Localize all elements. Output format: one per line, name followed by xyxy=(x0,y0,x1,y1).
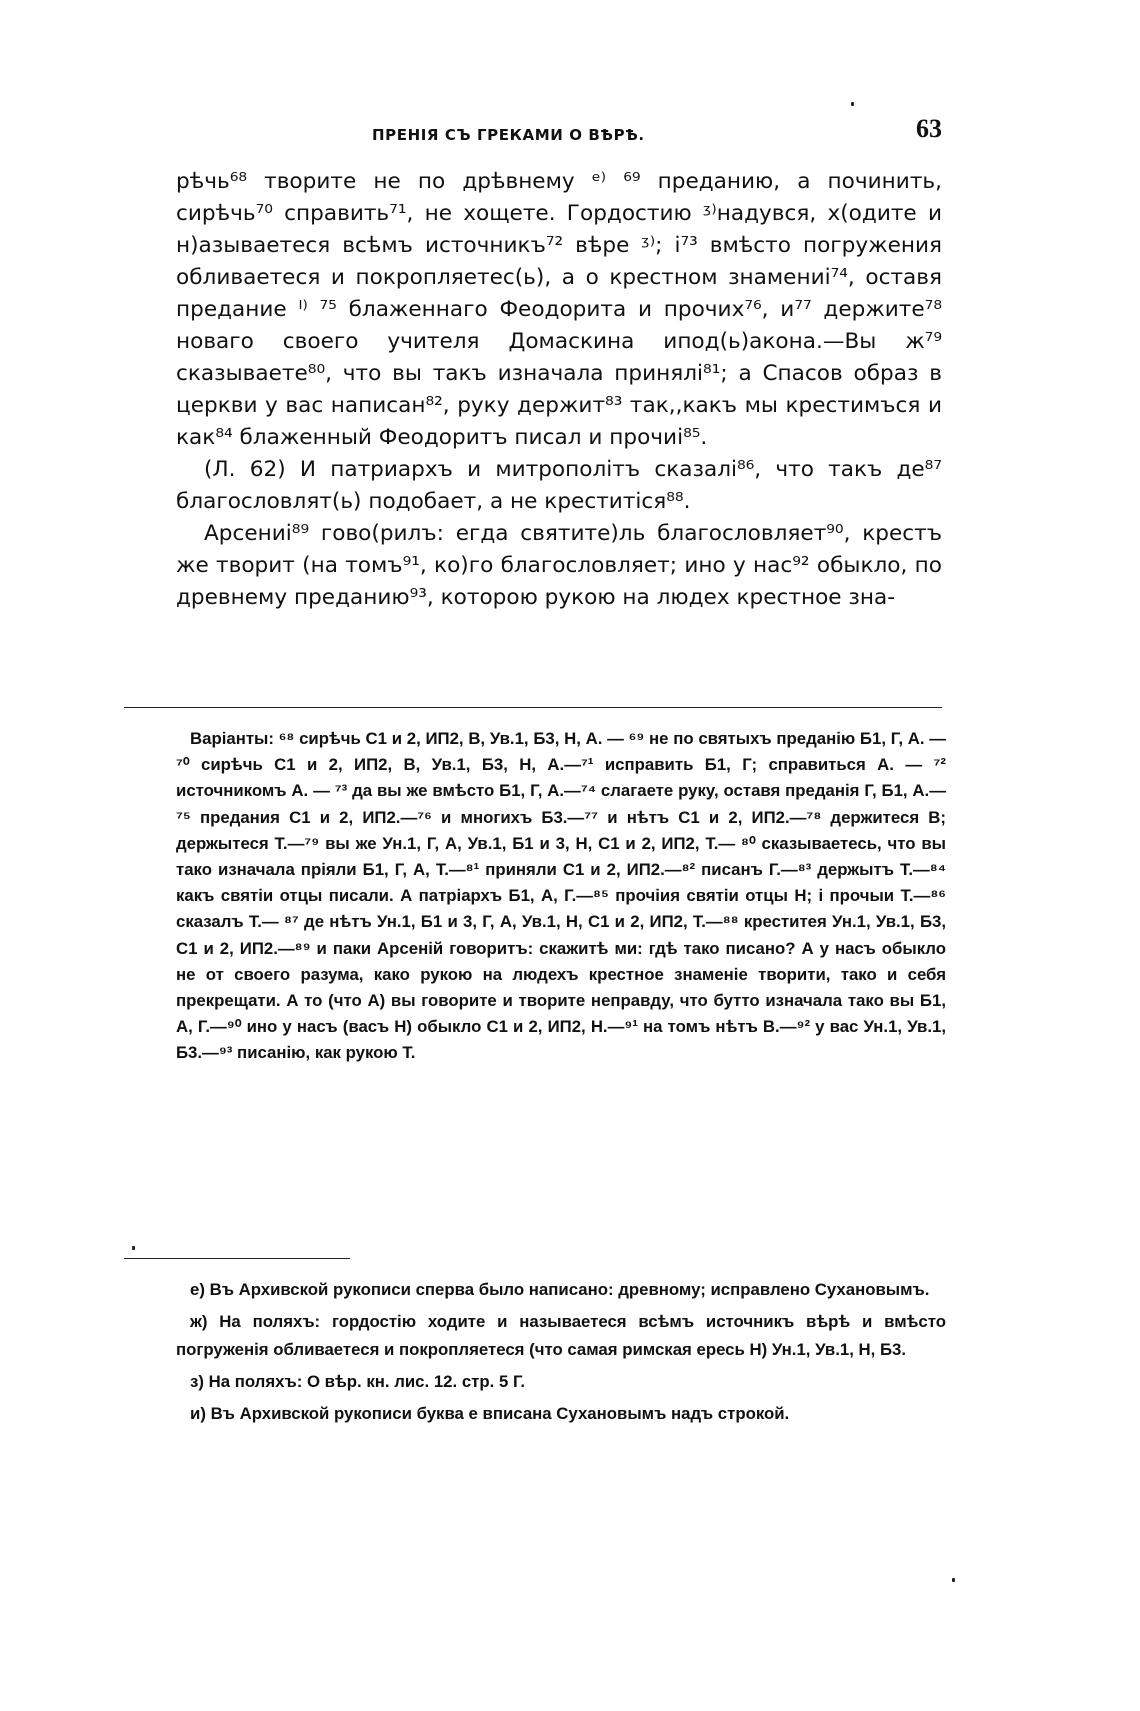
main-paragraph-1: рѣчь⁶⁸ творите не по дрѣвнему ᵉ⁾ ⁶⁹ преданию, а починить, сирѣчь⁷⁰ справить⁷¹, не хощете. Гордостию ᶾ⁾надувся, х(одите и н)азываетеся всѣмъ источникъ⁷² вѣре ᶾ⁾; і⁷³ вмѣсто погружения обливаетеся и покропляетес(ь), а о крестном знамениі⁷⁴, оставя предание ᴵ⁾ ⁷⁵ блаженнаго Феодорита и прочих⁷⁶, и⁷⁷ держите⁷⁸ новаго своего учителя Домаскина ипод(ь)акона.—Вы ж⁷⁹ сказываете⁸⁰, что вы такъ изначала принялі⁸¹; а Спасов образ в церкви у вас написан⁸², руку держит⁸³ так,,какъ мы крестимъся и как⁸⁴ блаженный Феодоритъ писал и прочиі⁸⁵. xyxy=(176,169,942,450)
running-title: ПРЕНІЯ СЪ ГРЕКАМИ О ВѢРѢ. xyxy=(372,126,645,144)
footnote-zh: ж) На поляхъ: гордостію ходите и называетеся всѣмъ источникъ вѣрѣ и вмѣсто погруженія обливаетеся и покропляетеся (что самая римская ересь Н) Ун.1, Ув.1, Н, Б3. xyxy=(176,1312,946,1359)
footnotes xyxy=(176,1276,946,1432)
footnote-e: е) Въ Архивской рукописи сперва было написано: древному; исправлено Сухановымъ. xyxy=(190,1280,930,1299)
main-paragraph-2: (Л. 62) И патриархъ и митрополітъ сказалі⁸⁶, что такъ де⁸⁷ благословлят(ь) подобает, а не креститіся⁸⁸. xyxy=(176,457,942,514)
ink-speck xyxy=(952,1578,955,1582)
footnote-i: и) Въ Архивской рукописи буква е вписана Сухановымъ надъ строкой. xyxy=(190,1404,790,1423)
footnote-z: з) На поляхъ: О вѣр. кн. лис. 12. стр. 5 Г. xyxy=(190,1372,526,1391)
main-paragraph-3: Арсениі⁸⁹ гово(рилъ: егда святите)ль благословляет⁹⁰, крестъ же творит (на томъ⁹¹, ко)го благословляет; ино у нас⁹² обыкло, по древнему преданию⁹³, которою рукою на людех крестное зна- xyxy=(176,521,942,610)
page-number: 63 xyxy=(916,114,942,143)
page-header xyxy=(176,114,942,154)
footnote-divider xyxy=(124,1258,350,1259)
ink-dot xyxy=(132,1246,135,1250)
section-divider xyxy=(124,707,942,708)
variants-apparatus xyxy=(176,726,946,1067)
ink-speck xyxy=(851,102,854,106)
main-text xyxy=(176,166,942,614)
variants-text: Варіанты: ⁶⁸ сирѣчь С1 и 2, ИП2, В, Ув.1, Б3, Н, А. — ⁶⁹ не по святыхъ преданію Б1, Г, А. — ⁷⁰ сирѣчь С1 и 2, ИП2, В, Ув.1, Б3, Н, А.—⁷¹ исправить Б1, Г; справиться А. — ⁷² источникомъ А. — ⁷³ да вы же вмѣсто Б1, Г, А.—⁷⁴ слагаете руку, оставя преданія Г, Б1, А.—⁷⁵ предания С1 и 2, ИП2.—⁷⁶ и многихъ Б3.—⁷⁷ и нѣтъ С1 и 2, ИП2.—⁷⁸ держитеся В; держытеся Т.—⁷⁹ вы же Ун.1, Г, А, Ув.1, Б1 и 3, Н, С1 и 2, ИП2, Т.— ⁸⁰ сказываетесь, что вы тако изначала пріяли Б1, Г, А, Т.—⁸¹ приняли С1 и 2, ИП2.—⁸² писанъ Г.—⁸³ держытъ Т.—⁸⁴ какъ святіи отцы писали. А патріархъ Б1, А, Г.—⁸⁵ прочіия святіи отцы Н; і прочыи Т.—⁸⁶ сказалъ Т.— ⁸⁷ де нѣтъ Ун.1, Б1 и 3, Г, А, Ув.1, Н, С1 и 2, ИП2, Т.—⁸⁸ креститея Ун.1, Ув.1, Б3, С1 и 2, ИП2.—⁸⁹ и паки Арсеній говоритъ: скажитѣ ми: гдѣ тако писано? А у насъ обыкло не от своего разума, како рукою на людехъ крестное знаменіе творити, тако и себя прекрещати. А то (что А) вы говорите и творите неправду, что бутто изначала тако вы Б1, А, Г.—⁹⁰ ино у насъ (васъ Н) обыкло С1 и 2, ИП2, Н.—⁹¹ на томъ нѣтъ В.—⁹² у вас Ун.1, Ув.1, Б3.—⁹³ писанію, как рукою Т. xyxy=(176,729,946,1063)
